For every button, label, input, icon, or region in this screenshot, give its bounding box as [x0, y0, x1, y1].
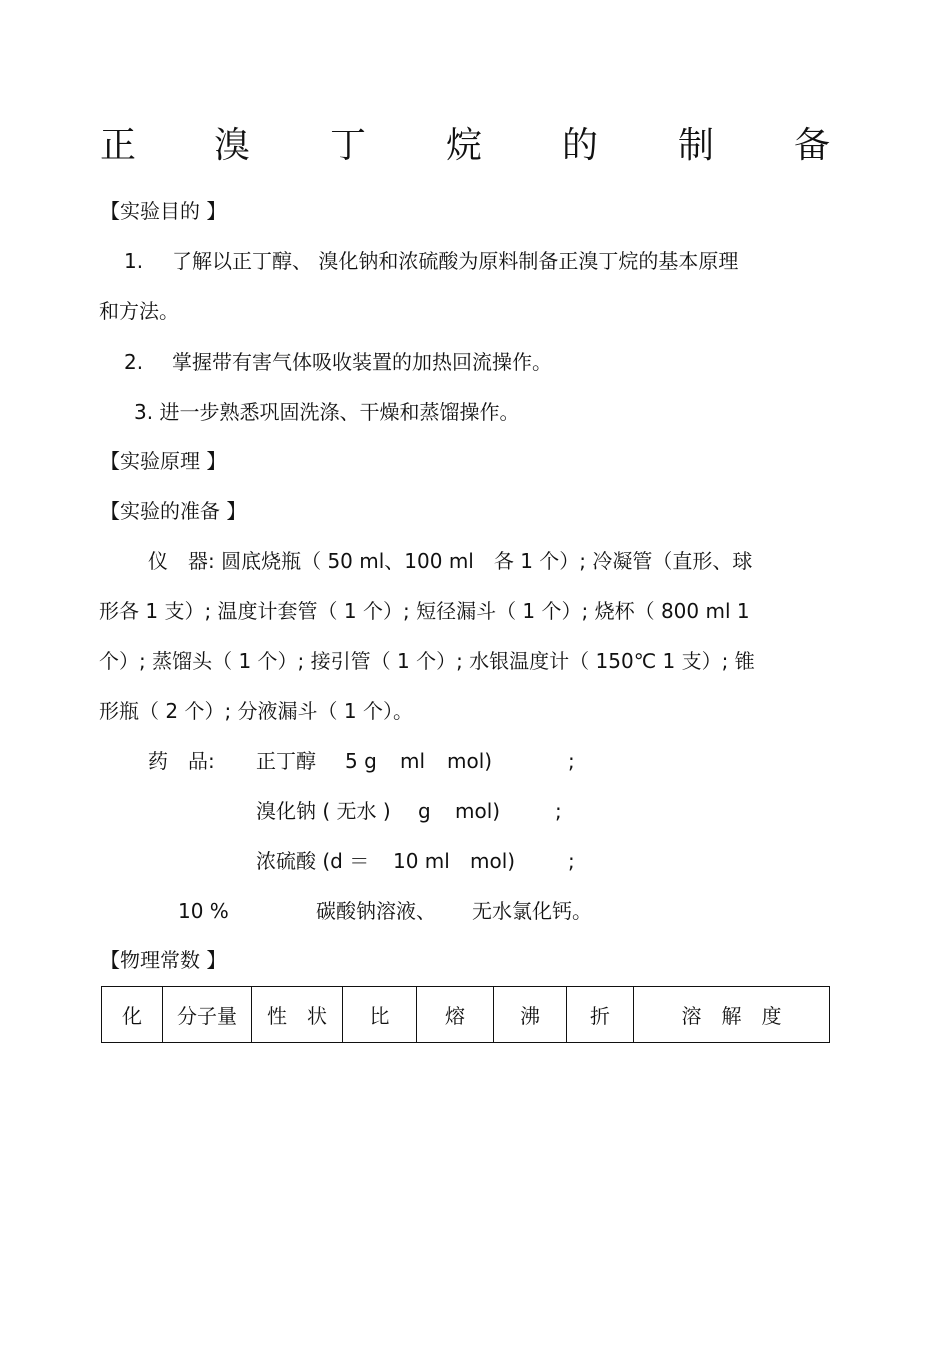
reagent-end: ;	[568, 849, 575, 873]
table-header-cell: 比	[343, 987, 417, 1043]
title-char: 制	[678, 125, 715, 166]
reagent-unit: mol)	[455, 799, 501, 823]
reagent-end: ;	[555, 799, 562, 823]
section-heading-purpose: 【实验目的 】	[100, 199, 227, 223]
reagent-name: 无水氯化钙。	[472, 899, 592, 923]
instruments-line: 形瓶（ 2 个）; 分液漏斗（ 1 个）。	[99, 699, 413, 723]
table-header-cell: 折	[567, 987, 634, 1043]
reagent-unit: mol)	[447, 749, 493, 773]
instruments-line: 形各 1 支）; 温度计套管（ 1 个）; 短径漏斗（ 1 个）; 烧杯（ 800 ml 1	[99, 599, 750, 623]
constants-table	[101, 986, 830, 1043]
table-header-cell: 熔	[417, 987, 494, 1043]
title-char: 丁	[330, 125, 367, 166]
reagents-label: 药 品:	[148, 749, 215, 773]
instruments-line: 个）; 蒸馏头（ 1 个）; 接引管（ 1 个）; 水银温度计（ 150℃ 1 支）; 锥	[99, 649, 755, 673]
reagent-amount: g	[418, 799, 431, 823]
section-heading-preparation: 【实验的准备 】	[100, 499, 247, 523]
title-char: 正	[100, 125, 137, 166]
title-char: 烷	[446, 125, 483, 166]
table-header-row	[102, 987, 830, 1043]
table-header-cell: 化	[102, 987, 163, 1043]
section-heading-constants: 【物理常数 】	[100, 948, 227, 972]
title-char: 的	[562, 125, 599, 166]
purpose-item-3-text: 3. 进一步熟悉巩固洗涤、干燥和蒸馏操作。	[134, 400, 520, 424]
table-header-cell: 溶 解 度	[634, 987, 830, 1043]
purpose-item-2-number: 2.	[124, 350, 144, 374]
reagent-unit: ml	[400, 749, 426, 773]
reagent-name: 碳酸钠溶液、	[316, 899, 436, 923]
reagent-unit: mol)	[470, 849, 516, 873]
title-char: 备	[794, 125, 831, 166]
table-header-cell: 沸	[494, 987, 567, 1043]
purpose-item-2-text: 掌握带有害气体吸收装置的加热回流操作。	[172, 350, 552, 374]
reagent-name: 浓硫酸 (d ＝	[256, 849, 370, 873]
table-header-cell: 分子量	[163, 987, 252, 1043]
reagent-name: 溴化钠 ( 无水 )	[256, 799, 391, 823]
reagent-name: 正丁醇	[256, 749, 316, 773]
purpose-item-1-text-cont: 和方法。	[99, 299, 179, 323]
title-char: 溴	[214, 125, 251, 166]
instruments-line: 仪 器: 圆底烧瓶（ 50 ml、100 ml 各 1 个）; 冷凝管（直形、球	[148, 549, 753, 573]
reagent-amount: 5 g	[345, 749, 377, 773]
purpose-item-1-number: 1.	[124, 249, 144, 273]
table-header-cell: 性 状	[252, 987, 343, 1043]
purpose-item-1-text: 了解以正丁醇、 溴化钠和浓硫酸为原料制备正溴丁烷的基本原理	[172, 249, 739, 273]
reagent-end: ;	[568, 749, 575, 773]
reagent-amount: 10 ml	[393, 849, 450, 873]
section-heading-principle: 【实验原理 】	[100, 449, 227, 473]
reagent-percent: 10 %	[178, 899, 229, 923]
